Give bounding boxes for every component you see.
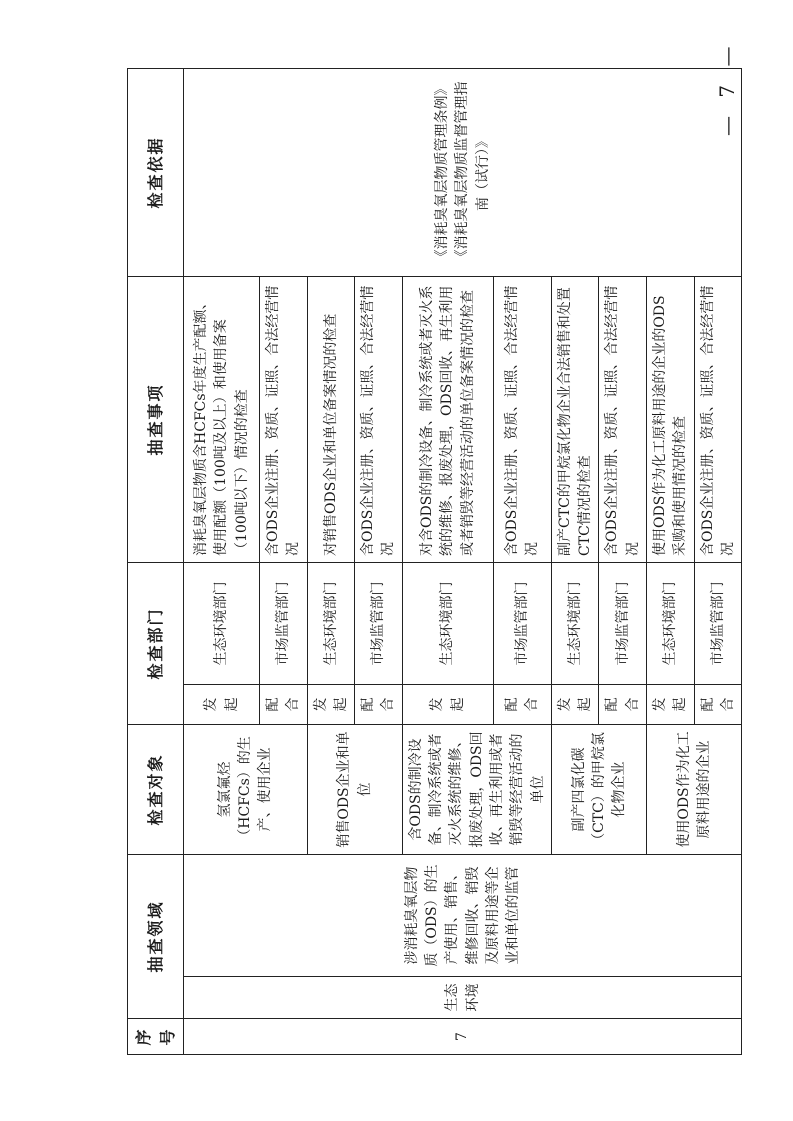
- role-cell: 配合: [599, 684, 647, 724]
- dept-cell: 生态环境部门: [402, 562, 493, 684]
- page-number: — 7 —: [715, 40, 739, 136]
- dept-cell: 市场监管部门: [493, 562, 551, 684]
- item-cell: 含ODS企业注册、资质、证照、合法经营情况: [355, 276, 403, 562]
- dept-cell: 市场监管部门: [599, 562, 647, 684]
- dept-cell: 市场监管部门: [260, 562, 308, 684]
- target-cell: 含ODS的制冷设备、制冷系统或者灭火系统的维修、报废处理，ODS回收、再生利用或者销毁等经营活动的单位: [402, 724, 551, 854]
- role-cell: 发起: [551, 684, 599, 724]
- dept-cell: 生态环境部门: [551, 562, 599, 684]
- item-cell: 使用ODS作为化工原料用途的企业的ODS采购和使用情况的检查: [647, 276, 695, 562]
- item-cell: 对含ODS的制冷设备、制冷系统或者灭火系统的维修、报废处理，ODS回收、再生利用或者销毁等经营活动的单位备案情况的检查: [402, 276, 493, 562]
- target-cell: 副产四氯化碳（CTC）的甲烷氯化物企业: [551, 724, 646, 854]
- seq-cell: 7: [184, 1019, 742, 1055]
- item-cell: 含ODS企业注册、资质、证照、合法经营情况: [260, 276, 308, 562]
- item-cell: 消耗臭氧层物质含HCFCs年度生产配额、使用配额（100吨及以上）和使用备案（100吨以下）情况的检查: [184, 276, 260, 562]
- header-basis: 检查依据: [128, 68, 184, 276]
- target-cell: 使用ODS作为化工原料用途的企业: [647, 724, 742, 854]
- header-item: 抽查事项: [128, 276, 184, 562]
- dept-cell: 生态环境部门: [184, 562, 260, 684]
- dept-cell: 市场监管部门: [694, 562, 742, 684]
- dept-cell: 生态环境部门: [307, 562, 355, 684]
- item-cell: 副产CTC的甲烷氯化物企业合法销售和处置CTC情况的检查: [551, 276, 599, 562]
- inspection-table: [127, 68, 742, 1055]
- basis-cell: 《消耗臭氧层物质管理条例》《消耗臭氧层物质监督管理指南（试行）》: [184, 68, 742, 276]
- role-cell: 发起: [647, 684, 695, 724]
- role-cell: 配合: [493, 684, 551, 724]
- role-cell: 发起: [184, 684, 260, 724]
- item-cell: 含ODS企业注册、资质、证照、合法经营情况: [599, 276, 647, 562]
- target-cell: 氢氯氟烃（HCFCs）的生产、使用企业: [184, 724, 308, 854]
- domain-label: 生态环境: [184, 977, 742, 1019]
- target-cell: 销售ODS企业和单位: [307, 724, 402, 854]
- item-cell: 含ODS企业注册、资质、证照、合法经营情况: [694, 276, 742, 562]
- header-dept: 检查部门: [128, 562, 184, 724]
- domain-desc: 涉消耗臭氧层物质（ODS）的生产使用、销售、维修回收、销毁及原料用途等企业和单位的监管: [184, 854, 742, 976]
- dept-cell: 生态环境部门: [647, 562, 695, 684]
- role-cell: 配合: [260, 684, 308, 724]
- header-domain: 抽查领域: [128, 854, 184, 1018]
- role-cell: 配合: [355, 684, 403, 724]
- dept-cell: 市场监管部门: [355, 562, 403, 684]
- role-cell: 发起: [402, 684, 493, 724]
- header-seq: 序号: [128, 1019, 184, 1055]
- header-row: [128, 68, 184, 1054]
- header-target: 检查对象: [128, 724, 184, 854]
- table-row: [184, 68, 260, 1054]
- role-cell: 发起: [307, 684, 355, 724]
- role-cell: 配合: [694, 684, 742, 724]
- item-cell: 对销售ODS企业和单位备案情况的检查: [307, 276, 355, 562]
- item-cell: 含ODS企业注册、资质、证照、合法经营情况: [493, 276, 551, 562]
